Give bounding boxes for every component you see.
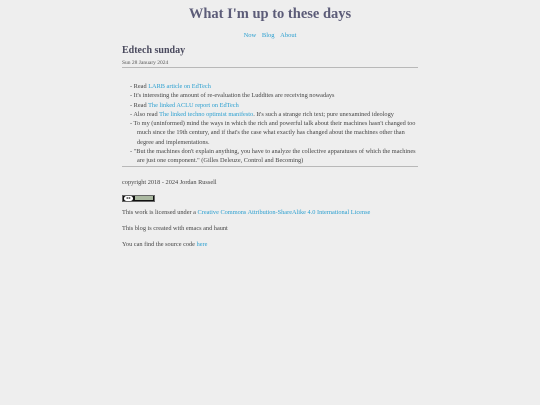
list-item bbox=[130, 110, 418, 119]
cc-by-sa-badge-icon[interactable] bbox=[122, 195, 155, 202]
blog-post bbox=[122, 45, 418, 167]
nav-link-blog[interactable]: Blog bbox=[261, 32, 275, 39]
post-notes-list bbox=[122, 82, 418, 166]
list-item-text: - To my (uninformed) mind the ways in which the rich and powerful talk about their machines hasn't changed too much since the 19th century, and if that's the case what exactly has changed about the machines other than degree and implementations. bbox=[130, 120, 416, 146]
divider bbox=[122, 67, 418, 68]
main-content bbox=[122, 45, 418, 249]
list-item-text: - "But the machines don't explain anything, you have to analyze the collective apparatuses of which the machines are just one component." (Gilles Deleuze, Control and Becoming) bbox=[130, 148, 416, 165]
list-item-text: - It's interesting the amount of re-evaluation the Luddites are receiving nowadays bbox=[130, 92, 335, 100]
list-item bbox=[130, 119, 418, 147]
list-item-text: - Read bbox=[130, 83, 149, 90]
post-link[interactable]: The linked ACLU report on EdTech bbox=[148, 101, 239, 109]
badge-bar bbox=[135, 196, 153, 200]
list-item bbox=[130, 101, 418, 110]
post-date: Sun 28 January 2024 bbox=[122, 60, 169, 66]
list-item-text: - Also read bbox=[130, 110, 160, 118]
created-with-text: This blog is created with emacs and haunt bbox=[122, 224, 228, 232]
license-text bbox=[122, 209, 418, 217]
site-footer bbox=[122, 179, 418, 249]
source-code-link[interactable]: here bbox=[196, 240, 208, 248]
nav-link-now[interactable]: Now bbox=[243, 32, 257, 39]
list-item-text: - Read bbox=[130, 101, 149, 109]
cc-icon: cc bbox=[124, 196, 133, 201]
list-item bbox=[130, 82, 418, 91]
post-title: Edtech sunday bbox=[122, 45, 186, 56]
list-item-text: . It's such a strange rich text; pure unexamined ideology bbox=[253, 110, 394, 118]
list-item bbox=[130, 147, 418, 166]
nav-link-about[interactable]: About bbox=[280, 32, 297, 39]
license-prefix: This work is licensed under a bbox=[122, 208, 198, 216]
source-prefix: You can find the source code bbox=[122, 240, 197, 248]
divider bbox=[122, 166, 418, 167]
site-header bbox=[0, 0, 540, 40]
site-nav bbox=[0, 32, 540, 40]
list-item bbox=[130, 91, 418, 100]
source-code-text bbox=[122, 241, 418, 249]
site-title: What I'm up to these days bbox=[188, 6, 352, 22]
copyright-text: copyright 2018 - 2024 Jordan Russell bbox=[122, 178, 217, 186]
post-link[interactable]: LARB article on EdTech bbox=[148, 83, 211, 90]
license-link[interactable]: Creative Commons Attribution-ShareAlike 4.0 International License bbox=[197, 208, 371, 216]
post-link[interactable]: The linked techno optimist manifesto bbox=[159, 110, 254, 118]
